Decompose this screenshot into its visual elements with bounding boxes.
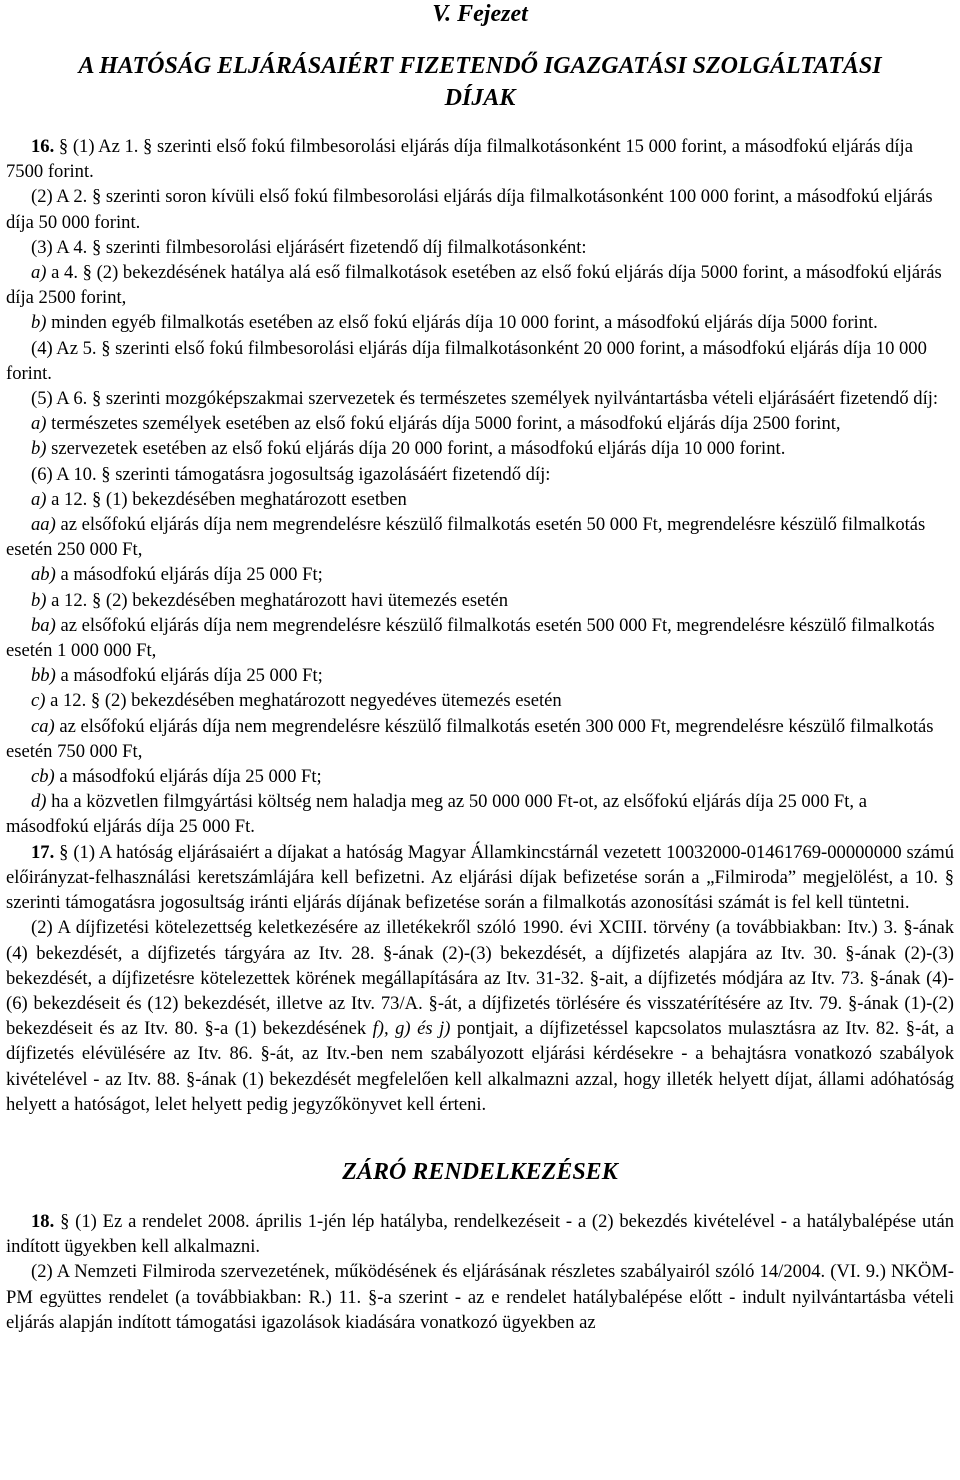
section-16-para-5a: a) természetes személyek esetében az első fokú eljárás díja 5000 forint, a másodfokú eljárás díja 2500 forint,: [31, 413, 841, 435]
section-number: 17.: [31, 841, 60, 863]
section-16-para-6c: c) a 12. § (2) bekezdésében meghatározott negyedéves ütemezés esetén: [31, 690, 562, 712]
section-16-para-6b: b) a 12. § (2) bekezdésében meghatározott havi ütemezés esetén: [31, 589, 509, 611]
chapter-title-line1: A HATÓSÁG ELJÁRÁSAIÉRT FIZETENDŐ IGAZGATÁSI SZOLGÁLTATÁSI: [78, 53, 882, 79]
section-17: [6, 840, 954, 1117]
closing-provisions-heading: ZÁRÓ RENDELKEZÉSEK: [342, 1158, 618, 1185]
section-16-para-5b: b) szervezetek esetében az első fokú eljárás díja 20 000 forint, a másodfokú eljárás díja 10 000 forint.: [31, 438, 786, 460]
section-16-para-6ab: ab) a másodfokú eljárás díja 25 000 Ft;: [31, 564, 323, 586]
section-18-para-2: (2) A Nemzeti Filmiroda szervezetének, működésének és eljárásának részletes szabályairól szóló 14/2004. (VI. 9.) NKÖM-PM együttes rendelet (a továbbiakban: R.) 11. §-a szerint - az e rendelet hatálybalépése előtt - indult nyilvántartásba vételi eljárás alapján indított támogatási igazolások kiadására vonatkozó ügyekben az: [6, 1261, 954, 1333]
document-page: [6, 0, 954, 1335]
section-16-para-1: 16. § (1) Az 1. § szerinti első fokú filmbesorolási eljárás díja filmalkotásonként 15 000 forint, a másodfokú eljárás díja 7500 forint.: [6, 136, 913, 183]
section-18: [6, 1209, 954, 1335]
chapter-title-line2: DÍJAK: [444, 85, 516, 111]
section-16-para-5: (5) A 6. § szerinti mozgóképszakmai szervezetek és természetes személyek nyilvántartásba vételi eljárásáért fizetendő díj:: [31, 388, 939, 410]
section-18-para-1: 18. § (1) Ez a rendelet 2008. április 1-jén lép hatályba, rendelkezéseit - a (2) bekezdés kivételével - a hatálybalépése után indított ügyekben kell alkalmazni.: [6, 1210, 955, 1258]
section-16-para-3a: a) a 4. § (2) bekezdésének hatálya alá eső filmalkotások esetében az első fokú eljárás díja 5000 forint, a másodfokú eljárás díja 2500 forint,: [6, 262, 942, 309]
chapter-heading: V. Fejezet: [432, 1, 528, 27]
chapter-title: [6, 50, 954, 114]
section-16-para-4: (4) Az 5. § szerinti első fokú filmbesorolási eljárás díja filmalkotásonként 20 000 forint, a másodfokú eljárás díja 10 000 forint.: [6, 337, 927, 384]
section-17-para-1: 17. § (1) A hatóság eljárásaiért a díjakat a hatóság Magyar Államkincstárnál vezetett 10032000-01461769-00000000 számú előirányzat-felhasználási keretszámlájára kell befizetni. Az eljárási díjak befizetése során a „Filmiroda” megjelölést, a 10. § szerinti támogatásra jogosultság iránti eljárás díjának befizetése során a filmalkotás azonosítási számát is fel kell tüntetni.: [6, 841, 955, 914]
section-16-para-6aa: aa) az elsőfokú eljárás díja nem megrendelésre készülő filmalkotás esetén 50 000 Ft, megrendelésre készülő filmalkotás esetén 250 000 Ft,: [6, 514, 926, 561]
section-16-para-3: (3) A 4. § szerinti filmbesorolási eljárásért fizetendő díj filmalkotásonként:: [31, 236, 587, 258]
section-number: 18.: [31, 1210, 61, 1232]
section-16-para-3b: b) minden egyéb filmalkotás esetében az első fokú eljárás díja 10 000 forint, a másodfokú eljárás díja 5000 forint.: [31, 312, 878, 334]
section-16-para-6ca: ca) az elsőfokú eljárás díja nem megrendelésre készülő filmalkotás esetén 300 000 Ft, megrendelésre készülő filmalkotás esetén 750 000 Ft,: [6, 715, 934, 762]
section-16-para-6ba: ba) az elsőfokú eljárás díja nem megrendelésre készülő filmalkotás esetén 500 000 Ft, megrendelésre készülő filmalkotás esetén 1 000 000 Ft,: [6, 614, 935, 662]
section-16-para-6a: a) a 12. § (1) bekezdésében meghatározott esetben: [31, 488, 407, 510]
section-number: 16.: [31, 136, 59, 157]
section-16-para-6: (6) A 10. § szerinti támogatásra jogosultság igazolásáért fizetendő díj:: [31, 463, 551, 485]
section-16-para-6cb: cb) a másodfokú eljárás díja 25 000 Ft;: [31, 766, 322, 788]
section-17-para-2: (2) A díjfizetési kötelezettség keletkezésére az illetékekről szóló 1990. évi XCIII. törvény (a továbbiakban: Itv.) 3. §-ának (4) bekezdését, a díjfizetés tárgyára az Itv. 28. §-ának (2)-(3) bekezdését, a díjfizetés alapjára az Itv. 30. §-ának (2)-(3) bekezdését, a díjfizetésre kötelezettek körének megállapítására az Itv. 31-32. §-ait, a díjfizetés módjára az Itv. 73. §-ának (4)-(6) bekezdéseit és (12) bekezdését, illetve az Itv. 73/A. §-át, a díjfizetés törlésére és visszatérítésére az Itv. 79. §-ának (1)-(2) bekezdéseit és az Itv. 80. §-a (1) bekezdésének f), g) és j) pontjait, a díjfizetéssel kapcsolatos mulasztásra az Itv. 82. §-át, a díjfizetés elévülésére az Itv. 86. §-át, az Itv.-ben nem szabályozott eljárási kérdésekre - a behajtásra vonatkozó szabályok kivételével - az Itv. 88. §-ának (1) bekezdését megfelelően kell alkalmazni azzal, hogy illeték helyett díjat, állami adóhatóság helyett a hatóságot, lelet helyett pedig jegyzőkönyvet kell érteni.: [6, 917, 954, 1115]
section-16-para-2: (2) A 2. § szerinti soron kívüli első fokú filmbesorolási eljárás díja filmalkotásonként 100 000 forint, a másodfokú eljárás díja 50 000 forint.: [6, 186, 933, 233]
section-16-para-6d: d) ha a közvetlen filmgyártási költség nem haladja meg az 50 000 000 Ft-ot, az elsőfokú eljárás díja 25 000 Ft, a másodfokú eljárás díja 25 000 Ft.: [6, 791, 867, 838]
section-16-para-6bb: bb) a másodfokú eljárás díja 25 000 Ft;: [31, 665, 323, 687]
section-16: [6, 134, 954, 840]
